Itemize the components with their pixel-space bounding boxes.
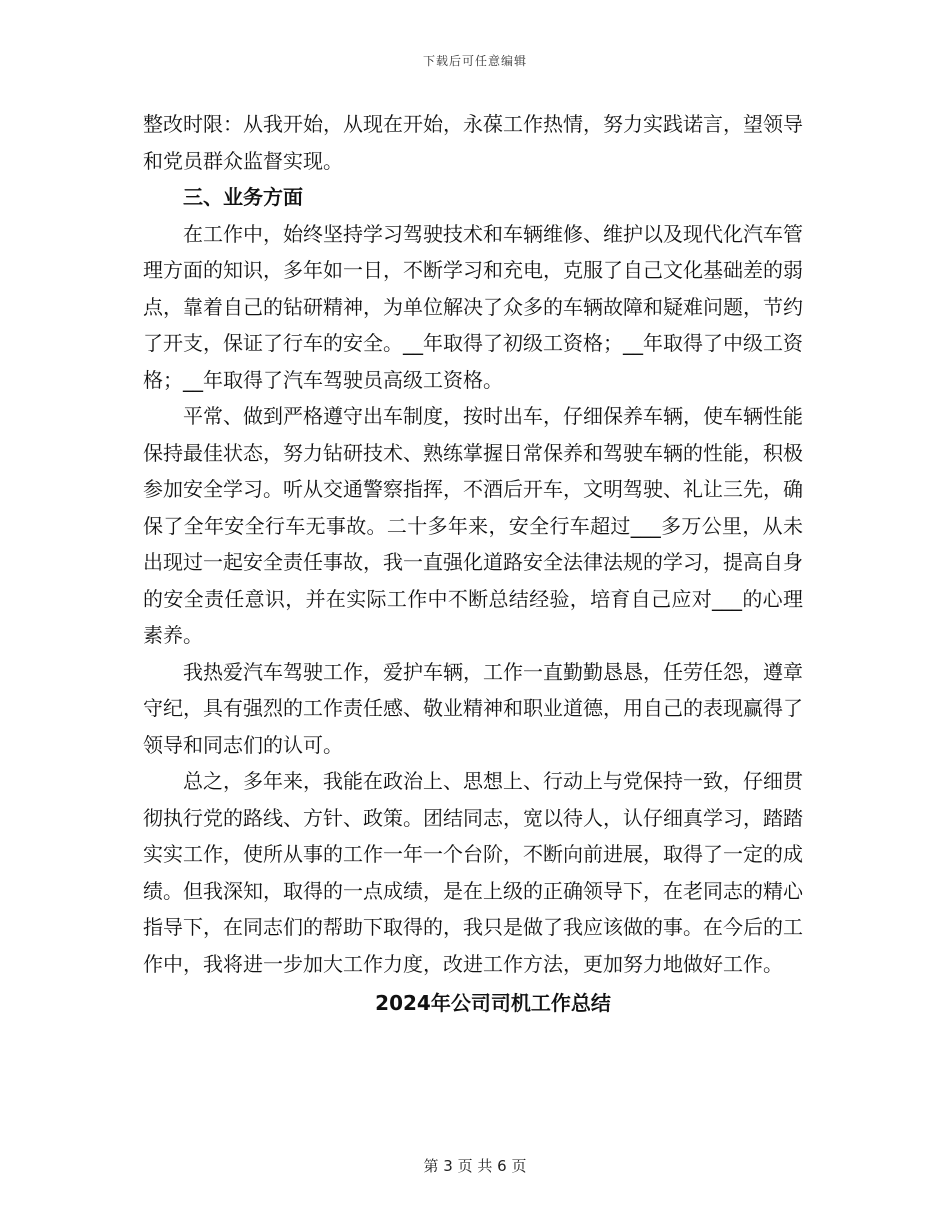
section-heading-business: 三、业务方面 (183, 185, 303, 209)
paragraph-rectification-deadline: 整改时限：从我开始，从现在开始，永葆工作热情，努力实践诺言，望领导和党员群众监督实现。 (143, 112, 803, 173)
document-body (143, 106, 803, 1024)
paragraph-dedication: 我热爱汽车驾驶工作，爱护车辆，工作一直勤勤恳恳，任劳任怨，遵章守纪，具有强烈的工作责任感、敬业精神和职业道德，用自己的表现赢得了领导和同志们的认可。 (143, 659, 803, 757)
page-header: 下载后可任意编辑 (422, 54, 527, 68)
paragraph-conclusion: 总之，多年来，我能在政治上、思想上、行动上与党保持一致，仔细贯彻执行党的路线、方针、政策。团结同志，宽以待人，认仔细真学习，踏踏实实工作，使所从事的工作一年一个台阶，不断向前进展，取得了一定的成绩。但我深知，取得的一点成绩，是在上级的正确领导下，在老同志的精心指导下，在同志们的帮助下取得的，我只是做了我应该做的事。在今后的工作中，我将进一步加大工作力度，改进工作方法，更加努力地做好工作。 (143, 769, 803, 976)
page-footer: 第 3 页 共 6 页 (423, 1157, 527, 1175)
paragraph-business-study: 在工作中，始终坚持学习驾驶技术和车辆维修、维护以及现代化汽车管理方面的知识，多年如一日，不断学习和充电，克服了自己文化基础差的弱点，靠着自己的钻研精神，为单位解决了众多的车辆故障和疑难问题，节约了开支，保证了行车的安全。__年取得了初级工资格；__年取得了中级工资格；__年取得了汽车驾驶员高级工资格。 (143, 221, 803, 392)
next-document-title: 2024年公司司机工作总结 (375, 991, 611, 1015)
paragraph-safe-driving: 平常、做到严格遵守出车制度，按时出车，仔细保养车辆，使车辆性能保持最佳状态，努力钻研技术、熟练掌握日常保养和驾驶车辆的性能，积极参加安全学习。听从交通警察指挥，不酒后开车，文明驾驶、礼让三先，确保了全年安全行车无事故。二十多年来，安全行车超过___多万公里，从未出现过一起安全责任事故，我一直强化道路安全法律法规的学习，提高自身的安全责任意识，并在实际工作中不断总结经验，培育自己应对___的心理素养。 (143, 404, 803, 647)
